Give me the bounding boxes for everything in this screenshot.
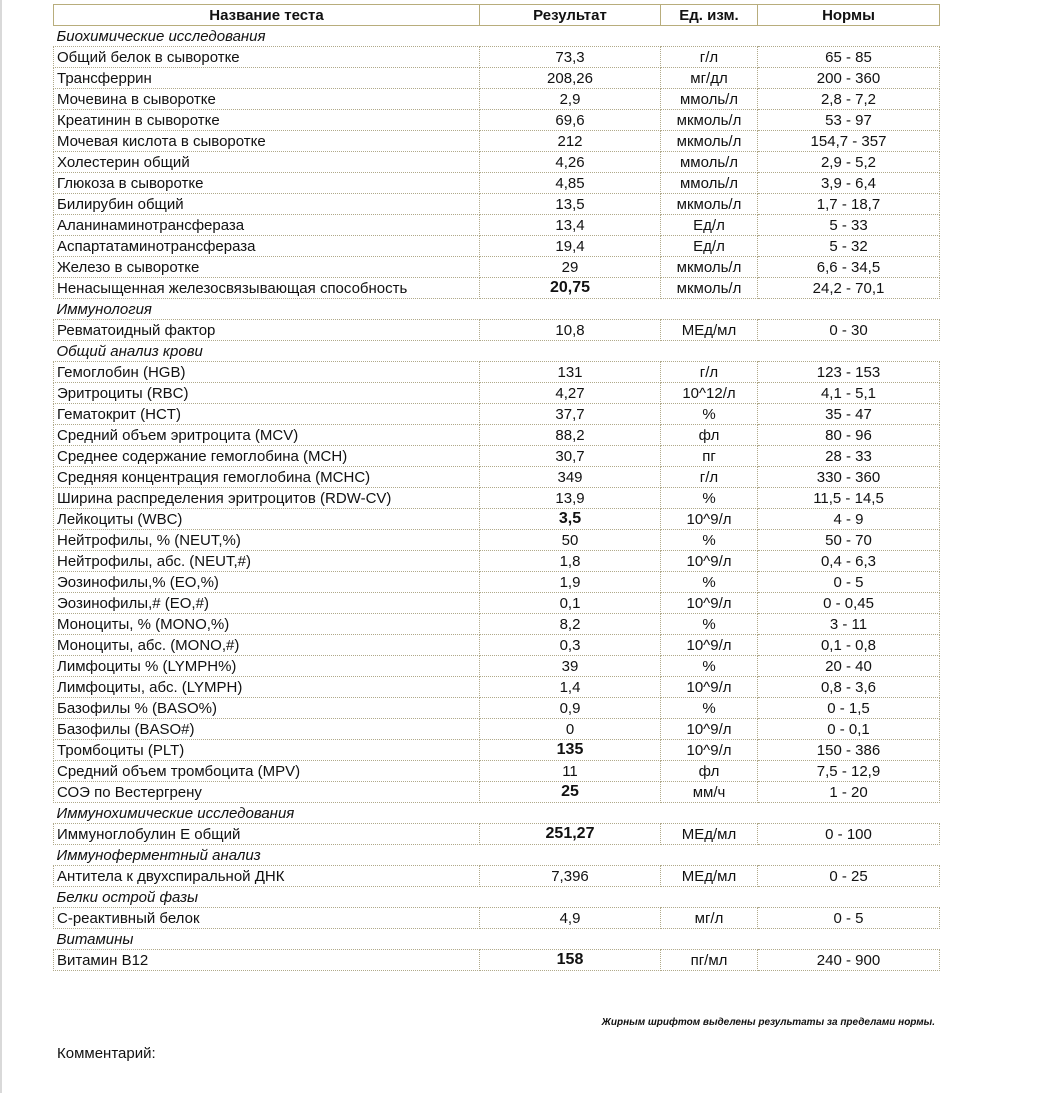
norm-cell: 0,8 - 3,6: [758, 677, 940, 698]
unit-cell: Ед/л: [661, 236, 758, 257]
result-cell: 208,26: [480, 68, 661, 89]
test-name-cell: Средний объем тромбоцита (MPV): [54, 761, 480, 782]
unit-cell: %: [661, 698, 758, 719]
unit-cell: мг/л: [661, 908, 758, 929]
table-row: [54, 404, 940, 425]
test-name-cell: Лимфоциты % (LYMPH%): [54, 656, 480, 677]
result-cell: 10,8: [480, 320, 661, 341]
unit-cell: 10^9/л: [661, 593, 758, 614]
unit-cell: МЕд/мл: [661, 866, 758, 887]
test-name-cell: Ревматоидный фактор: [54, 320, 480, 341]
unit-cell: г/л: [661, 467, 758, 488]
test-name-cell: Железо в сыворотке: [54, 257, 480, 278]
norm-cell: 150 - 386: [758, 740, 940, 761]
test-name-cell: Ширина распределения эритроцитов (RDW-CV): [54, 488, 480, 509]
unit-cell: ммоль/л: [661, 152, 758, 173]
result-cell: 158: [480, 950, 661, 971]
table-row: [54, 425, 940, 446]
result-cell: 37,7: [480, 404, 661, 425]
norm-cell: 2,8 - 7,2: [758, 89, 940, 110]
test-name-cell: Глюкоза в сыворотке: [54, 173, 480, 194]
norm-cell: 24,2 - 70,1: [758, 278, 940, 299]
test-name-cell: Гемоглобин (HGB): [54, 362, 480, 383]
section-row: [54, 26, 940, 47]
test-name-cell: СОЭ по Вестергрену: [54, 782, 480, 803]
unit-cell: мкмоль/л: [661, 110, 758, 131]
result-cell: 4,26: [480, 152, 661, 173]
table-row: [54, 530, 940, 551]
norm-cell: 0,4 - 6,3: [758, 551, 940, 572]
result-cell: 1,4: [480, 677, 661, 698]
unit-cell: мг/дл: [661, 68, 758, 89]
result-cell: 8,2: [480, 614, 661, 635]
result-cell: 30,7: [480, 446, 661, 467]
unit-cell: г/л: [661, 362, 758, 383]
norm-cell: 0 - 100: [758, 824, 940, 845]
result-cell: 135: [480, 740, 661, 761]
test-name-cell: Среднее содержание гемоглобина (MCH): [54, 446, 480, 467]
section-title: Иммуноферментный анализ: [56, 846, 261, 864]
test-name-cell: Лейкоциты (WBC): [54, 509, 480, 530]
section-title: Иммунология: [56, 300, 152, 318]
table-row: [54, 110, 940, 131]
table-row: [54, 635, 940, 656]
result-cell: 11: [480, 761, 661, 782]
section-row: [54, 845, 940, 866]
result-cell: 0: [480, 719, 661, 740]
unit-cell: %: [661, 488, 758, 509]
test-name-cell: Моноциты, % (MONO,%): [54, 614, 480, 635]
norm-cell: 5 - 33: [758, 215, 940, 236]
norm-cell: 3,9 - 6,4: [758, 173, 940, 194]
result-cell: 0,9: [480, 698, 661, 719]
test-name-cell: Базофилы % (BASO%): [54, 698, 480, 719]
result-cell: 0,3: [480, 635, 661, 656]
unit-cell: 10^12/л: [661, 383, 758, 404]
norm-cell: 50 - 70: [758, 530, 940, 551]
result-cell: 50: [480, 530, 661, 551]
result-cell: 4,85: [480, 173, 661, 194]
unit-cell: %: [661, 572, 758, 593]
table-row: [54, 593, 940, 614]
norm-cell: 3 - 11: [758, 614, 940, 635]
section-title: Иммунохимические исследования: [56, 804, 295, 822]
results-table-header: [54, 5, 940, 26]
result-cell: 13,9: [480, 488, 661, 509]
test-name-cell: Мочевина в сыворотке: [54, 89, 480, 110]
norm-cell: 7,5 - 12,9: [758, 761, 940, 782]
test-name-cell: Витамин B12: [54, 950, 480, 971]
norm-cell: 0 - 1,5: [758, 698, 940, 719]
unit-cell: ммоль/л: [661, 173, 758, 194]
result-cell: 1,8: [480, 551, 661, 572]
unit-cell: 10^9/л: [661, 677, 758, 698]
unit-cell: %: [661, 530, 758, 551]
result-cell: 13,5: [480, 194, 661, 215]
table-row: [54, 782, 940, 803]
norm-cell: 0 - 0,45: [758, 593, 940, 614]
table-row: [54, 551, 940, 572]
table-row: [54, 488, 940, 509]
page-edge: [0, 0, 2, 1093]
norm-cell: 0,1 - 0,8: [758, 635, 940, 656]
norm-cell: 11,5 - 14,5: [758, 488, 940, 509]
test-name-cell: Средний объем эритроцита (MCV): [54, 425, 480, 446]
table-row: [54, 509, 940, 530]
table-row: [54, 467, 940, 488]
test-name-cell: Эозинофилы,# (EO,#): [54, 593, 480, 614]
section-row: [54, 803, 940, 824]
section-row: [54, 929, 940, 950]
table-row: [54, 152, 940, 173]
table-row: [54, 719, 940, 740]
norm-cell: 65 - 85: [758, 47, 940, 68]
test-name-cell: Тромбоциты (PLT): [54, 740, 480, 761]
test-name-cell: Ненасыщенная железосвязывающая способность: [54, 278, 480, 299]
test-name-cell: Аспартатаминотрансфераза: [54, 236, 480, 257]
norm-cell: 0 - 0,1: [758, 719, 940, 740]
table-row: [54, 89, 940, 110]
result-cell: 4,9: [480, 908, 661, 929]
result-cell: 131: [480, 362, 661, 383]
test-name-cell: Нейтрофилы, % (NEUT,%): [54, 530, 480, 551]
table-row: [54, 383, 940, 404]
result-cell: 13,4: [480, 215, 661, 236]
test-name-cell: Нейтрофилы, абс. (NEUT,#): [54, 551, 480, 572]
header-norm: Нормы: [758, 5, 940, 26]
section-row: [54, 887, 940, 908]
test-name-cell: Мочевая кислота в сыворотке: [54, 131, 480, 152]
test-name-cell: Антитела к двухспиральной ДНК: [54, 866, 480, 887]
table-row: [54, 740, 940, 761]
test-name-cell: Иммуноглобулин Е общий: [54, 824, 480, 845]
test-name-cell: Эозинофилы,% (EO,%): [54, 572, 480, 593]
unit-cell: г/л: [661, 47, 758, 68]
result-cell: 4,27: [480, 383, 661, 404]
norm-cell: 1 - 20: [758, 782, 940, 803]
table-row: [54, 677, 940, 698]
bold-results-footnote: Жирным шрифтом выделены результаты за пределами нормы.: [601, 1017, 935, 1028]
table-row: [54, 446, 940, 467]
table-row: [54, 698, 940, 719]
table-row: [54, 572, 940, 593]
test-name-cell: Базофилы (BASO#): [54, 719, 480, 740]
unit-cell: фл: [661, 425, 758, 446]
result-cell: 29: [480, 257, 661, 278]
norm-cell: 53 - 97: [758, 110, 940, 131]
norm-cell: 4,1 - 5,1: [758, 383, 940, 404]
norm-cell: 0 - 5: [758, 908, 940, 929]
test-name-cell: Общий белок в сыворотке: [54, 47, 480, 68]
table-row: [54, 950, 940, 971]
results-table-body: [54, 26, 940, 971]
result-cell: 73,3: [480, 47, 661, 68]
result-cell: 7,396: [480, 866, 661, 887]
section-row: [54, 299, 940, 320]
result-cell: 20,75: [480, 278, 661, 299]
unit-cell: мм/ч: [661, 782, 758, 803]
unit-cell: пг: [661, 446, 758, 467]
table-row: [54, 866, 940, 887]
norm-cell: 154,7 - 357: [758, 131, 940, 152]
result-cell: 349: [480, 467, 661, 488]
unit-cell: мкмоль/л: [661, 257, 758, 278]
unit-cell: МЕд/мл: [661, 824, 758, 845]
norm-cell: 2,9 - 5,2: [758, 152, 940, 173]
unit-cell: Ед/л: [661, 215, 758, 236]
unit-cell: пг/мл: [661, 950, 758, 971]
table-row: [54, 131, 940, 152]
test-name-cell: Моноциты, абс. (MONO,#): [54, 635, 480, 656]
table-row: [54, 257, 940, 278]
norm-cell: 0 - 25: [758, 866, 940, 887]
unit-cell: %: [661, 404, 758, 425]
result-cell: 39: [480, 656, 661, 677]
table-row: [54, 236, 940, 257]
table-row: [54, 173, 940, 194]
result-cell: 88,2: [480, 425, 661, 446]
unit-cell: 10^9/л: [661, 635, 758, 656]
table-row: [54, 614, 940, 635]
test-name-cell: С-реактивный белок: [54, 908, 480, 929]
norm-cell: 6,6 - 34,5: [758, 257, 940, 278]
section-row: [54, 341, 940, 362]
norm-cell: 80 - 96: [758, 425, 940, 446]
norm-cell: 1,7 - 18,7: [758, 194, 940, 215]
result-cell: 2,9: [480, 89, 661, 110]
unit-cell: мкмоль/л: [661, 194, 758, 215]
table-row: [54, 362, 940, 383]
table-row: [54, 278, 940, 299]
comment-label: Комментарий:: [57, 1045, 156, 1062]
section-title: Биохимические исследования: [56, 27, 266, 45]
section-title: Общий анализ крови: [56, 342, 203, 360]
table-row: [54, 68, 940, 89]
header-row: [54, 5, 940, 26]
section-title: Витамины: [56, 930, 134, 948]
norm-cell: 20 - 40: [758, 656, 940, 677]
table-row: [54, 656, 940, 677]
test-name-cell: Креатинин в сыворотке: [54, 110, 480, 131]
result-cell: 25: [480, 782, 661, 803]
result-cell: 0,1: [480, 593, 661, 614]
test-name-cell: Холестерин общий: [54, 152, 480, 173]
unit-cell: мкмоль/л: [661, 131, 758, 152]
test-name-cell: Билирубин общий: [54, 194, 480, 215]
unit-cell: 10^9/л: [661, 719, 758, 740]
header-result: Результат: [480, 5, 661, 26]
result-cell: 212: [480, 131, 661, 152]
norm-cell: 123 - 153: [758, 362, 940, 383]
result-cell: 1,9: [480, 572, 661, 593]
table-row: [54, 320, 940, 341]
table-row: [54, 761, 940, 782]
lab-results-sheet: [53, 4, 939, 1028]
norm-cell: 240 - 900: [758, 950, 940, 971]
norm-cell: 0 - 30: [758, 320, 940, 341]
unit-cell: 10^9/л: [661, 509, 758, 530]
test-name-cell: Трансферрин: [54, 68, 480, 89]
result-cell: 69,6: [480, 110, 661, 131]
results-table: [53, 4, 940, 971]
result-cell: 19,4: [480, 236, 661, 257]
unit-cell: %: [661, 656, 758, 677]
table-row: [54, 47, 940, 68]
test-name-cell: Аланинаминотрансфераза: [54, 215, 480, 236]
unit-cell: МЕд/мл: [661, 320, 758, 341]
test-name-cell: Лимфоциты, абс. (LYMPH): [54, 677, 480, 698]
test-name-cell: Гематокрит (HCT): [54, 404, 480, 425]
section-title: Белки острой фазы: [56, 888, 199, 906]
norm-cell: 4 - 9: [758, 509, 940, 530]
result-cell: 251,27: [480, 824, 661, 845]
unit-cell: ммоль/л: [661, 89, 758, 110]
table-row: [54, 194, 940, 215]
table-row: [54, 908, 940, 929]
norm-cell: 35 - 47: [758, 404, 940, 425]
test-name-cell: Средняя концентрация гемоглобина (MCHC): [54, 467, 480, 488]
norm-cell: 5 - 32: [758, 236, 940, 257]
test-name-cell: Эритроциты (RBC): [54, 383, 480, 404]
header-unit: Ед. изм.: [661, 5, 758, 26]
unit-cell: %: [661, 614, 758, 635]
norm-cell: 200 - 360: [758, 68, 940, 89]
table-row: [54, 215, 940, 236]
unit-cell: мкмоль/л: [661, 278, 758, 299]
table-row: [54, 824, 940, 845]
norm-cell: 28 - 33: [758, 446, 940, 467]
norm-cell: 0 - 5: [758, 572, 940, 593]
header-test-name: Название теста: [54, 5, 480, 26]
norm-cell: 330 - 360: [758, 467, 940, 488]
unit-cell: 10^9/л: [661, 740, 758, 761]
unit-cell: 10^9/л: [661, 551, 758, 572]
unit-cell: фл: [661, 761, 758, 782]
result-cell: 3,5: [480, 509, 661, 530]
